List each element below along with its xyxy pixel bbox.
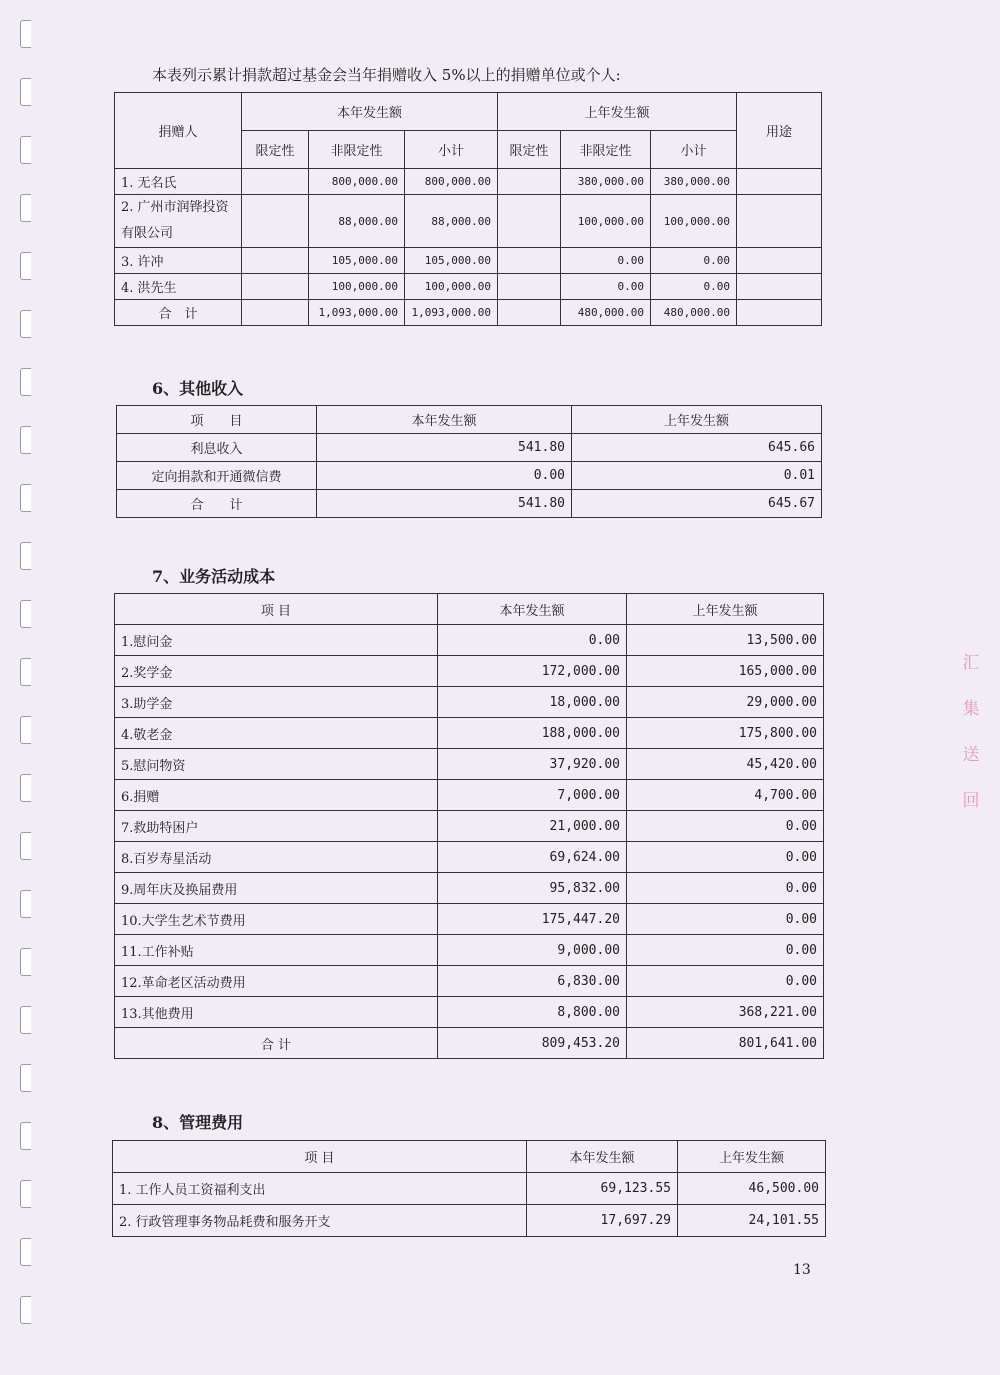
cell-current: 6,830.00 [438, 966, 627, 997]
cell-prior: 0.00 [627, 966, 824, 997]
table-row [117, 462, 822, 490]
donor-name: 4. 洪先生 [115, 274, 242, 300]
cell-prior: 175,800.00 [627, 718, 824, 749]
cell-item: 1.慰问金 [115, 625, 438, 656]
table-row [115, 274, 822, 300]
header-purpose: 用途 [737, 93, 822, 169]
cell-current-subtotal: 1,093,000.00 [405, 300, 498, 326]
cell-item: 10.大学生艺术节费用 [115, 904, 438, 935]
cell-prior: 0.00 [627, 904, 824, 935]
header-unrestricted: 非限定性 [561, 131, 651, 169]
cell-prior-restricted [498, 300, 561, 326]
cell-item: 1. 工作人员工资福利支出 [113, 1173, 527, 1205]
binding-hole [20, 1122, 31, 1150]
binding-hole [20, 252, 31, 280]
header-item: 项 目 [115, 594, 438, 625]
cell-purpose [737, 169, 822, 195]
cell-current: 37,920.00 [438, 749, 627, 780]
binding-hole [20, 774, 31, 802]
binding-holes [14, 0, 42, 1375]
table-row [115, 966, 824, 997]
binding-hole [20, 20, 31, 48]
table-row [115, 248, 822, 274]
cell-current-subtotal: 105,000.00 [405, 248, 498, 274]
section-title-other-income: 6、其他收入 [152, 379, 244, 398]
binding-hole [20, 600, 31, 628]
cell-prior: 165,000.00 [627, 656, 824, 687]
cell-item: 7.救助特困户 [115, 811, 438, 842]
cell-prior-restricted [498, 195, 561, 248]
cell-item: 定向捐款和开通微信费 [117, 462, 317, 490]
cell-current-subtotal: 88,000.00 [405, 195, 498, 248]
table-row [115, 935, 824, 966]
cell-item: 3.助学金 [115, 687, 438, 718]
cell-prior: 46,500.00 [678, 1173, 826, 1205]
cell-item: 9.周年庆及换届费用 [115, 873, 438, 904]
cell-current: 17,697.29 [527, 1205, 678, 1237]
cell-current: 8,800.00 [438, 997, 627, 1028]
cell-current-restricted [242, 274, 309, 300]
cell-prior: 24,101.55 [678, 1205, 826, 1237]
section-title-activity-costs: 7、业务活动成本 [152, 567, 276, 586]
table-row [115, 811, 824, 842]
cell-prior: 368,221.00 [627, 997, 824, 1028]
cell-prior-subtotal: 0.00 [651, 274, 737, 300]
binding-hole [20, 310, 31, 338]
seal-stamp: 汇 集 送 回 [962, 653, 980, 811]
cell-prior-unrestricted: 380,000.00 [561, 169, 651, 195]
section-title-admin-expenses: 8、管理费用 [152, 1113, 244, 1132]
cell-item: 利息收入 [117, 434, 317, 462]
cell-prior-unrestricted: 0.00 [561, 248, 651, 274]
cell-current: 175,447.20 [438, 904, 627, 935]
total-row [115, 300, 822, 326]
table-row [115, 625, 824, 656]
other-income-table [116, 405, 822, 518]
cell-item: 4.敬老金 [115, 718, 438, 749]
header-prior: 上年发生额 [678, 1141, 826, 1173]
header-current: 本年发生额 [527, 1141, 678, 1173]
table-row [115, 687, 824, 718]
binding-hole [20, 78, 31, 106]
table-row [115, 169, 822, 195]
cell-current-unrestricted: 88,000.00 [309, 195, 405, 248]
cell-current-subtotal: 800,000.00 [405, 169, 498, 195]
cell-prior: 4,700.00 [627, 780, 824, 811]
binding-hole [20, 368, 31, 396]
cell-prior: 0.00 [627, 873, 824, 904]
table-row [115, 656, 824, 687]
header-unrestricted: 非限定性 [309, 131, 405, 169]
total-row [115, 1028, 824, 1059]
cell-item: 6.捐赠 [115, 780, 438, 811]
cell-prior-unrestricted: 0.00 [561, 274, 651, 300]
page-number: 13 [793, 1262, 811, 1278]
cell-current-restricted [242, 195, 309, 248]
header-prior: 上年发生额 [572, 406, 822, 434]
cell-current: 541.80 [317, 490, 572, 518]
cell-prior-subtotal: 480,000.00 [651, 300, 737, 326]
cell-prior: 0.00 [627, 935, 824, 966]
total-label: 合 计 [115, 300, 242, 326]
cell-current: 95,832.00 [438, 873, 627, 904]
cell-item: 2. 行政管理事务物品耗费和服务开支 [113, 1205, 527, 1237]
donor-name: 1. 无名氏 [115, 169, 242, 195]
cell-current-unrestricted: 800,000.00 [309, 169, 405, 195]
cell-purpose [737, 195, 822, 248]
header-restricted: 限定性 [242, 131, 309, 169]
header-donor: 捐赠人 [115, 93, 242, 169]
binding-hole [20, 1296, 31, 1324]
header-restricted: 限定性 [498, 131, 561, 169]
cell-purpose [737, 300, 822, 326]
binding-hole [20, 426, 31, 454]
cell-current: 9,000.00 [438, 935, 627, 966]
table-row [115, 904, 824, 935]
cell-item: 2.奖学金 [115, 656, 438, 687]
cell-current: 809,453.20 [438, 1028, 627, 1059]
cell-prior: 0.01 [572, 462, 822, 490]
binding-hole [20, 542, 31, 570]
cell-prior-subtotal: 380,000.00 [651, 169, 737, 195]
cell-current-restricted [242, 169, 309, 195]
header-prior: 上年发生额 [627, 594, 824, 625]
table-row [113, 1205, 826, 1237]
cell-current: 69,624.00 [438, 842, 627, 873]
header-current: 本年发生额 [317, 406, 572, 434]
cell-current-restricted [242, 300, 309, 326]
cell-current: 0.00 [317, 462, 572, 490]
cell-current: 0.00 [438, 625, 627, 656]
cell-current: 7,000.00 [438, 780, 627, 811]
donor-name: 2. 广州市润铧投资有限公司 [115, 195, 242, 248]
binding-hole [20, 1006, 31, 1034]
binding-hole [20, 1238, 31, 1266]
table-row [115, 195, 822, 248]
table-row [115, 780, 824, 811]
total-row [117, 490, 822, 518]
cell-item: 8.百岁寿星活动 [115, 842, 438, 873]
header-subtotal: 小计 [651, 131, 737, 169]
cell-current: 188,000.00 [438, 718, 627, 749]
cell-purpose [737, 274, 822, 300]
cell-current-unrestricted: 1,093,000.00 [309, 300, 405, 326]
binding-hole [20, 658, 31, 686]
table-row [115, 873, 824, 904]
total-label: 合 计 [115, 1028, 438, 1059]
header-prior-year: 上年发生额 [498, 93, 737, 131]
cell-item: 合 计 [117, 490, 317, 518]
table-row [115, 749, 824, 780]
cell-current-subtotal: 100,000.00 [405, 274, 498, 300]
admin-expenses-table [112, 1140, 826, 1237]
binding-hole [20, 194, 31, 222]
cell-current: 541.80 [317, 434, 572, 462]
binding-hole [20, 484, 31, 512]
header-subtotal: 小计 [405, 131, 498, 169]
binding-hole [20, 832, 31, 860]
cell-prior-restricted [498, 169, 561, 195]
table-row [115, 718, 824, 749]
cell-prior: 645.66 [572, 434, 822, 462]
cell-prior-subtotal: 0.00 [651, 248, 737, 274]
cell-current-unrestricted: 100,000.00 [309, 274, 405, 300]
activity-costs-table [114, 593, 824, 1059]
cell-prior: 645.67 [572, 490, 822, 518]
cell-prior: 29,000.00 [627, 687, 824, 718]
binding-hole [20, 890, 31, 918]
donor-table [114, 92, 822, 326]
table-row [117, 434, 822, 462]
binding-hole [20, 136, 31, 164]
header-current: 本年发生额 [438, 594, 627, 625]
cell-prior: 13,500.00 [627, 625, 824, 656]
cell-item: 13.其他费用 [115, 997, 438, 1028]
cell-prior-restricted [498, 248, 561, 274]
cell-prior-subtotal: 100,000.00 [651, 195, 737, 248]
donor-name: 3. 许冲 [115, 248, 242, 274]
donor-intro: 本表列示累计捐款超过基金会当年捐赠收入 5%以上的捐赠单位或个人: [152, 66, 621, 84]
table-row [115, 997, 824, 1028]
cell-prior: 801,641.00 [627, 1028, 824, 1059]
header-current-year: 本年发生额 [242, 93, 498, 131]
cell-current-restricted [242, 248, 309, 274]
cell-prior-unrestricted: 480,000.00 [561, 300, 651, 326]
binding-hole [20, 948, 31, 976]
binding-hole [20, 1180, 31, 1208]
cell-prior: 45,420.00 [627, 749, 824, 780]
cell-prior: 0.00 [627, 811, 824, 842]
cell-item: 11.工作补贴 [115, 935, 438, 966]
table-row [113, 1173, 826, 1205]
table-row [115, 842, 824, 873]
cell-current: 21,000.00 [438, 811, 627, 842]
cell-prior-unrestricted: 100,000.00 [561, 195, 651, 248]
cell-item: 5.慰问物资 [115, 749, 438, 780]
header-item: 项 目 [117, 406, 317, 434]
cell-current: 172,000.00 [438, 656, 627, 687]
binding-hole [20, 1064, 31, 1092]
header-item: 项 目 [113, 1141, 527, 1173]
cell-current: 69,123.55 [527, 1173, 678, 1205]
cell-item: 12.革命老区活动费用 [115, 966, 438, 997]
cell-current: 18,000.00 [438, 687, 627, 718]
cell-prior-restricted [498, 274, 561, 300]
cell-current-unrestricted: 105,000.00 [309, 248, 405, 274]
cell-prior: 0.00 [627, 842, 824, 873]
cell-purpose [737, 248, 822, 274]
binding-hole [20, 716, 31, 744]
